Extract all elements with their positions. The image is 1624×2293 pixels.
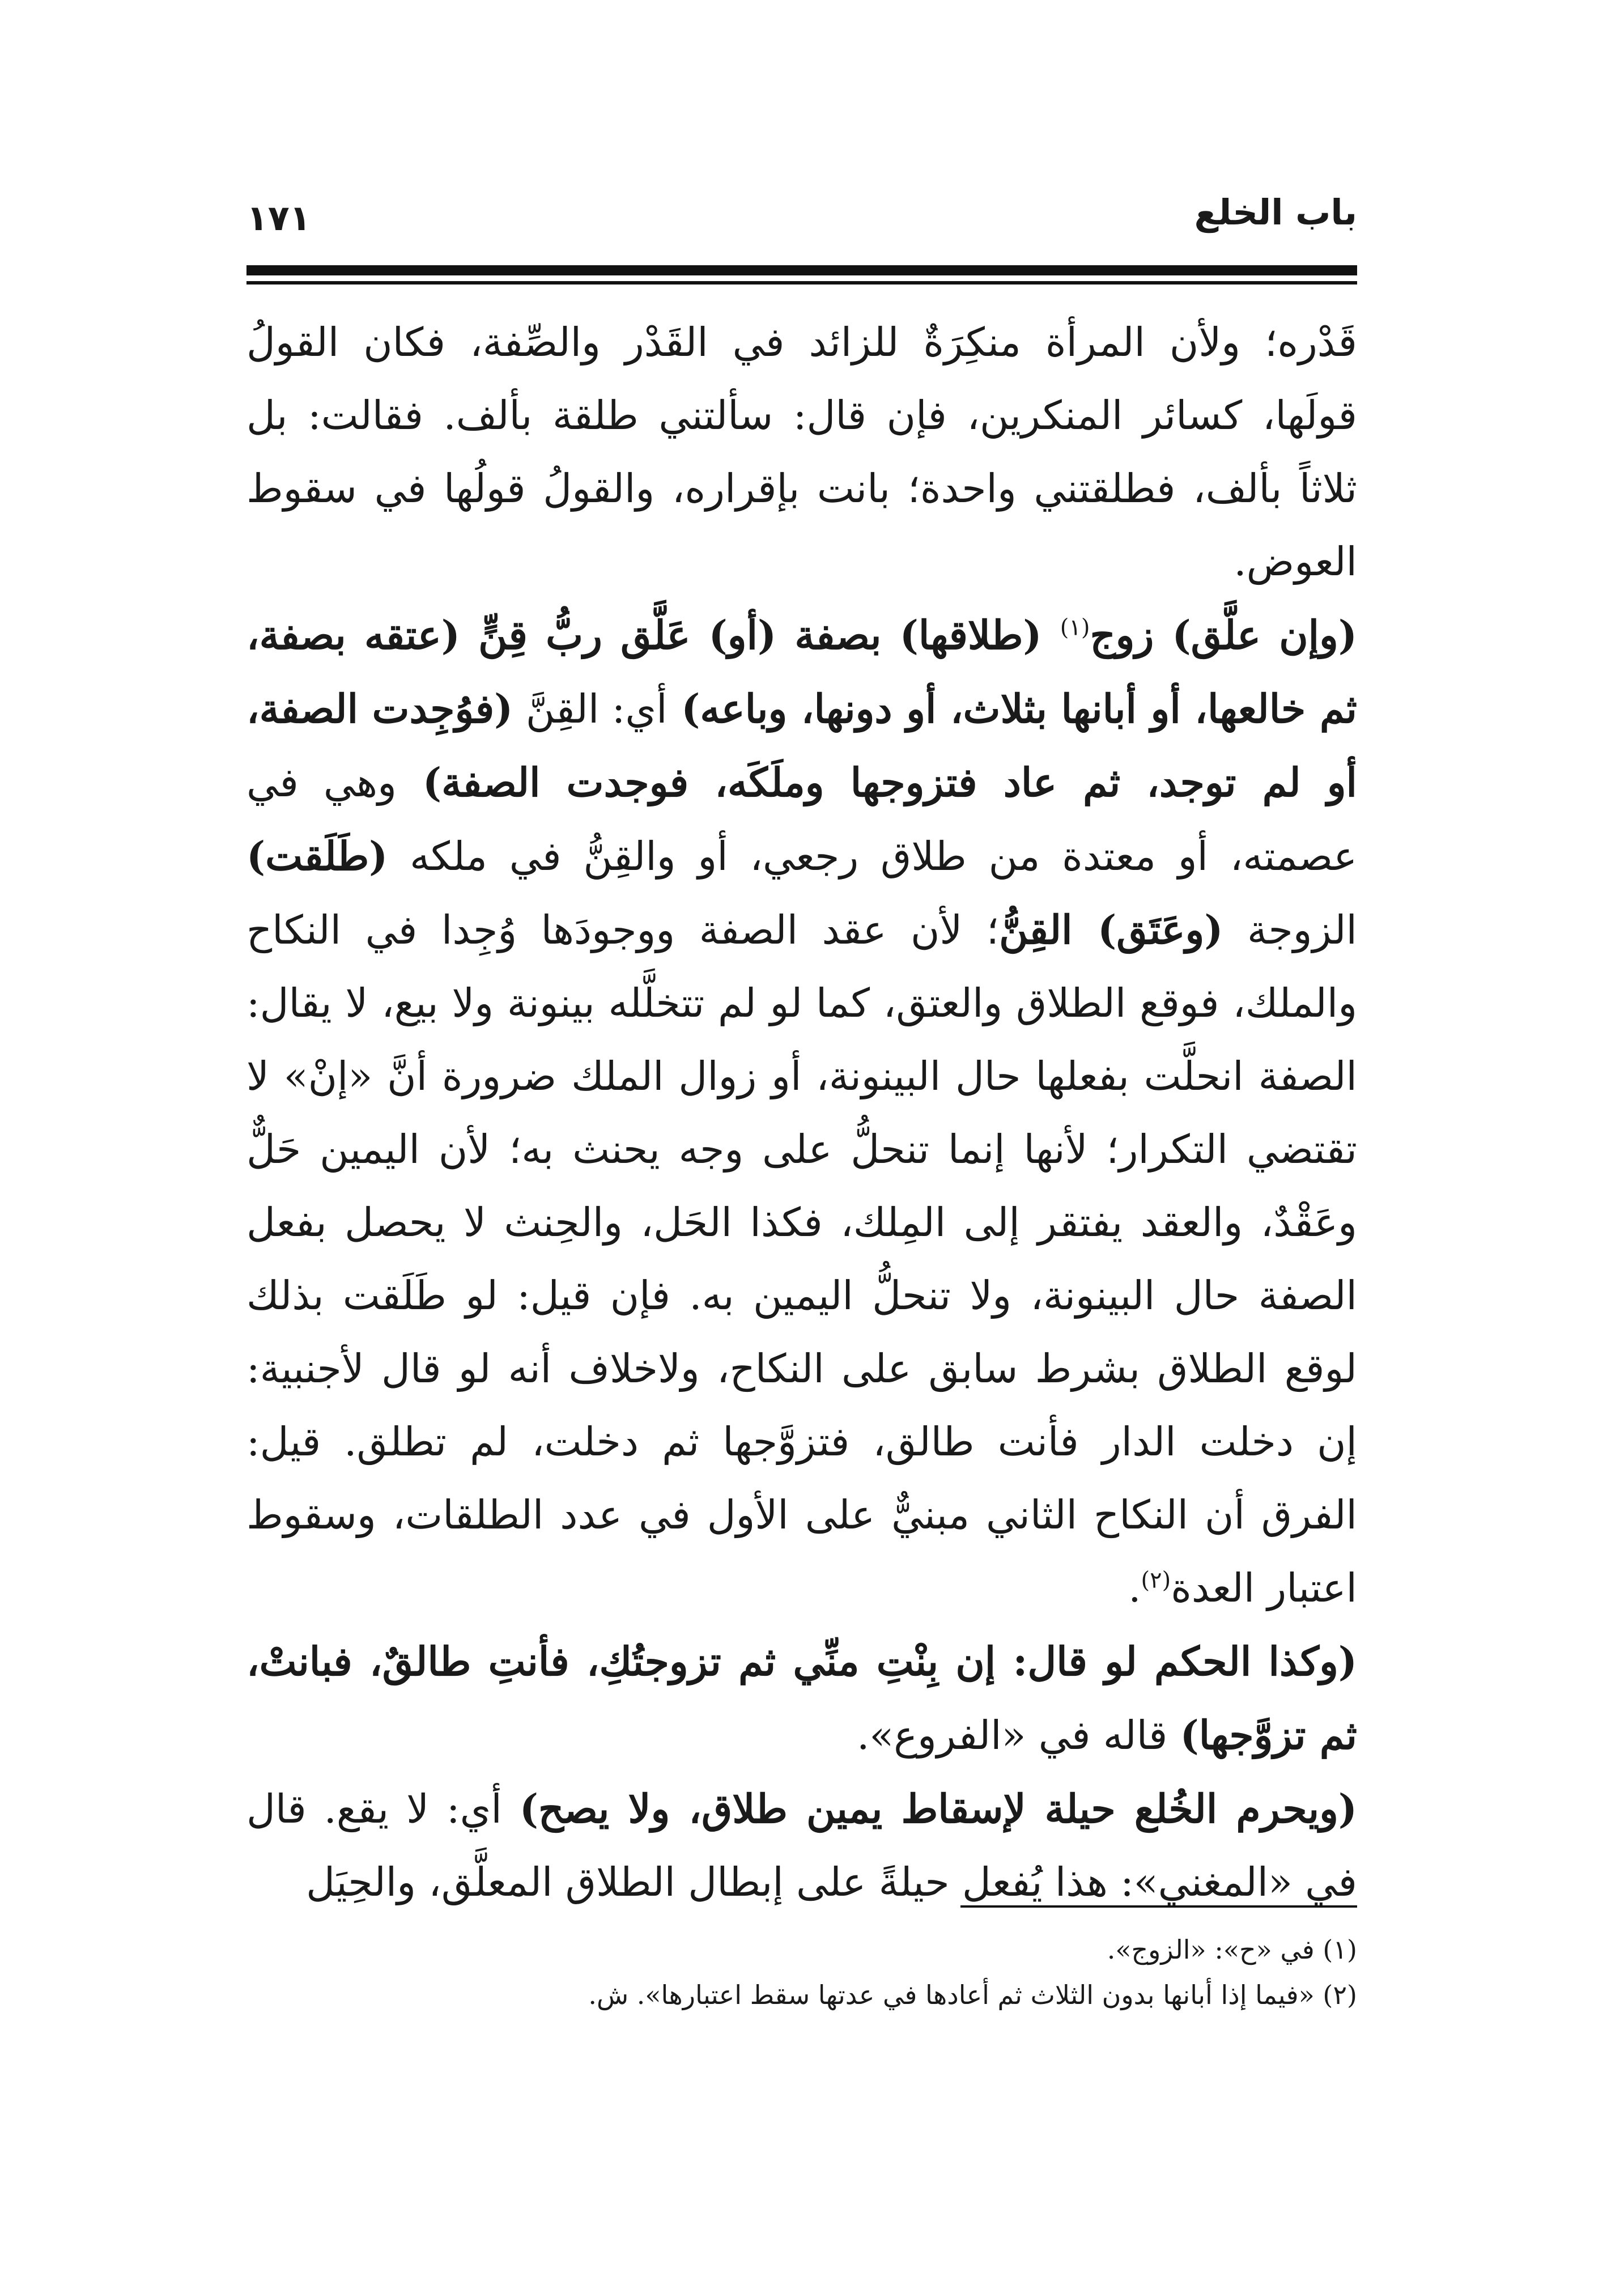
footnote-separator xyxy=(960,1905,1357,1908)
matn-text: (وإن علَّق) زوج xyxy=(1090,612,1357,659)
matn-text: (طلاقها) بصفة (أو) عَلَّق ربُّ قِنٍّ (عتقه بصفة، ثم خالعها، أو أبانها بثلاث، أو دونها، وباعه) xyxy=(246,612,1358,732)
body-paragraph xyxy=(246,1625,1357,1772)
chapter-title: باب الخلع xyxy=(1194,192,1357,233)
footnotes xyxy=(246,1927,1357,2018)
matn-text: (ويحرم الخُلع حيلة لإسقاط يمين طلاق، ولا يصح) xyxy=(519,1785,1357,1832)
sharh-text: أي: القِنَّ xyxy=(513,686,668,732)
matn-text: (وكذا الحكم لو قال: إن بِنْتِ منِّي ثم تزوجتُكِ، فأنتِ طالقٌ، فبانتْ، ثم تزوَّجها) xyxy=(246,1638,1357,1759)
page-header xyxy=(246,187,1357,238)
matn-text: (فوُجِدت الصفة، أو لم توجد، ثم عاد فتزوجها وملَكَه، فوجدت الصفة) xyxy=(246,685,1358,806)
body-paragraph xyxy=(246,306,1357,598)
matn-text: (طَلَقت) xyxy=(246,833,388,880)
sharh-text: ؛ لأن عقد الصفة ووجودَها وُجِدا في النكاح والملك، فوقع الطلاق والعتق، كما لو لم تتخلَّله بينونة ولا بيع، لا يقال: الصفة انحلَّت بفعلها حال البينونة، أو زوال الملك ضرورة أنَّ «إنْ» لا تقتضي التكرار؛ لأنها إنما تنحلُّ على وجه يحنث به؛ لأن اليمين حَلٌّ وعَقْدٌ، والعقد يفتقر إلى المِلك، فكذا الحَل، والحِنث لا يحصل بفعل الصفة حال البينونة، ولا تنحلُّ اليمين به. فإن قيل: لو طَلَقت بذلك لوقع الطلاق بشرط سابق على النكاح، ولاخلاف أنه لو قال لأجنبية: إن دخلت الدار فأنت طالق، فتزوَّجها ثم دخلت، لم تطلق. قيل: الفرق أن النكاح الثاني مبنيٌّ على الأول في عدد الطلقات، وسقوط اعتبار العدة xyxy=(246,907,1357,1611)
footnote-2: (٢) «فيما إذا أبانها بدون الثلاث ثم أعادها في عدتها سقط اعتبارها». ش. xyxy=(588,1980,1357,2010)
footnote-1: (١) في «ح»: «الزوج». xyxy=(1107,1934,1357,1965)
sharh-text: وهي في عصمته، أو معتدة من طلاق رجعي، أو والقِنُّ في ملكه xyxy=(246,759,1357,880)
sharh-text: . xyxy=(1128,1565,1141,1611)
sharh-text: أي: لا يقع. قال في «المغني»: هذا يُفعل حيلةً على إبطال الطلاق المعلَّق، والحِيَل xyxy=(246,1786,1357,1905)
sharh-text: الزوجة xyxy=(1223,907,1357,953)
page-number: ١٧١ xyxy=(246,197,311,239)
body-paragraph xyxy=(246,598,1357,1625)
header-rule-thick xyxy=(246,265,1357,275)
sharh-text: قاله في «الفروع». xyxy=(857,1712,1180,1759)
body-paragraph xyxy=(246,1772,1357,1919)
body-text xyxy=(246,306,1357,1919)
footnote-marker: (٢) xyxy=(1141,1567,1171,1594)
matn-text: (وعَتَق) القِنُّ xyxy=(999,906,1223,953)
header-rule-thin xyxy=(246,281,1357,284)
footnote-marker: (١) xyxy=(1060,614,1090,641)
sharh-text: قَدْره؛ ولأن المرأة منكِرَةٌ للزائد في القَدْر والصِّفة، فكان القولُ قولَها، كسائر المنكرين، فإن قال: سألتني طلقة بألف. فقالت: بل ثلاثاً بألف، فطلقتني واحدة؛ بانت بإقراره، والقولُ قولُها في سقوط العوض. xyxy=(246,319,1357,585)
